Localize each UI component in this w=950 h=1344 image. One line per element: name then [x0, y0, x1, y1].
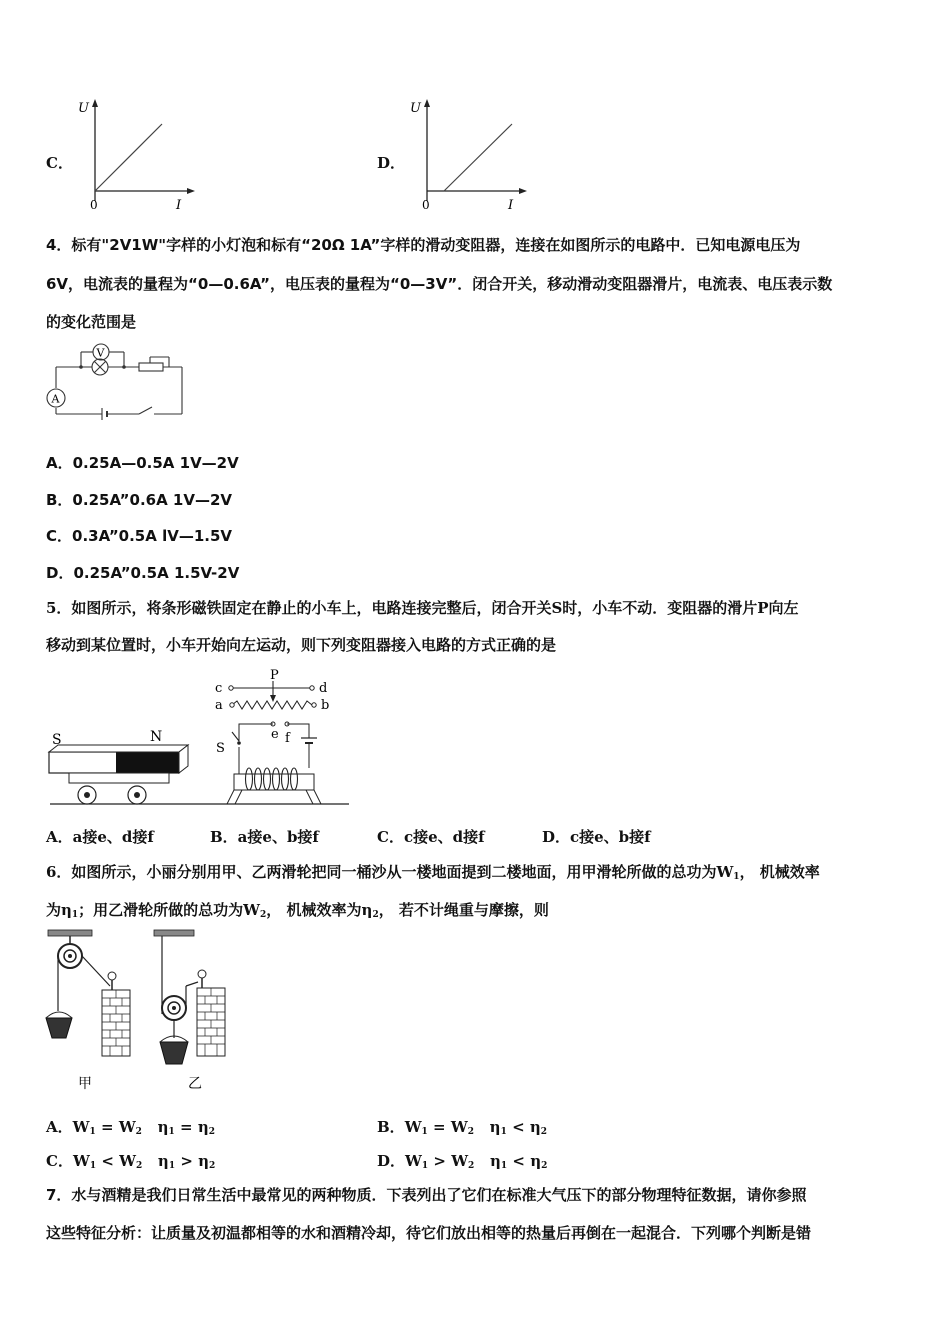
q4-option-b: B．0.25A”0.6A 1V—2V — [46, 491, 233, 509]
switch-s-label: S — [216, 741, 225, 756]
q4-line3: 的变化范围是 — [46, 313, 137, 331]
ammeter-label: A — [51, 392, 60, 406]
fig-jia-label: 甲 — [78, 1076, 92, 1092]
graph-d-line — [444, 124, 512, 191]
q6-option-a: A．$W_1 = W_2$ $\eta_1 = \eta_2$ — [46, 1118, 215, 1137]
q6-pulley-diagram — [40, 926, 240, 1096]
q5-line1: 5．如图所示，将条形磁铁固定在静止的小车上，电路连接完整后，闭合开关S时，小车不动．变阻器的滑片P向左 — [46, 599, 799, 617]
q5-option-c: C．c接e、d接f — [377, 828, 485, 846]
terminal-f-label: f — [285, 731, 290, 746]
q4-line1: 4．标有"2V1W"字样的小灯泡和标有“20Ω 1A”字样的滑动变阻器，连接在如图所示的电路中．已知电源电压为 — [46, 236, 801, 254]
axis-u-label: U — [78, 101, 89, 116]
q6-line1: 6．如图所示，小丽分别用甲、乙两滑轮把同一桶沙从一楼地面提到二楼地面，用甲滑轮所做的总功为$W_1$， 机械效率 — [46, 863, 820, 882]
q7-line2: 这些特征分析：让质量及初温都相等的水和酒精冷却，待它们放出相等的热量后再倒在一起混合．下列哪个判断是错 — [46, 1224, 812, 1242]
origin-label: 0 — [90, 198, 98, 212]
terminal-e-label: e — [271, 727, 279, 742]
q4-option-d: D．0.25A”0.5A 1.5V-2V — [46, 564, 240, 582]
origin-label: 0 — [422, 198, 430, 212]
terminal-c-label: c — [215, 681, 223, 696]
q6-option-d: D．$W_1 > W_2$ $\eta_1 < \eta_2$ — [377, 1152, 548, 1171]
terminal-a-label: a — [215, 698, 223, 713]
q6-option-b: B．$W_1 = W_2$ $\eta_1 < \eta_2$ — [377, 1118, 548, 1137]
axis-i-label: I — [176, 198, 182, 213]
q4-option-a: A．0.25A—0.5A 1V—2V — [46, 454, 239, 472]
q5-line2: 移动到某位置时，小车开始向左运动，则下列变阻器接入电路的方式正确的是 — [46, 636, 557, 654]
fig-yi-label: 乙 — [188, 1076, 202, 1092]
slider-p-label: P — [270, 668, 279, 683]
q4-option-c: C．0.3A”0.5A lV—1.5V — [46, 527, 233, 545]
q4-line2: 6V，电流表的量程为“0—0.6A”，电压表的量程为“0—3V”．闭合开关，移动滑动变阻器滑片，电流表、电压表示数 — [46, 275, 833, 293]
terminal-d-label: d — [319, 681, 328, 696]
s-pole-label: S — [52, 732, 62, 748]
graph-c-line — [95, 124, 162, 191]
axis-i-label: I — [508, 198, 514, 213]
axis-u-label: U — [410, 101, 421, 116]
q5-option-a: A．a接e、d接f — [46, 828, 154, 846]
q6-option-c: C．$W_1 < W_2$ $\eta_1 > \eta_2$ — [46, 1152, 216, 1171]
graph-d — [402, 96, 532, 214]
q5-magnet-car-diagram — [44, 662, 354, 812]
q4-circuit-diagram — [44, 340, 194, 426]
q5-option-d: D．c接e、b接f — [542, 828, 651, 846]
voltmeter-label: V — [96, 346, 105, 360]
terminal-b-label: b — [321, 698, 330, 713]
graph-c — [70, 96, 200, 214]
q6-line2: 为$\eta_1$；用乙滑轮所做的总功为$W_2$， 机械效率为$\eta_2$， 若不计绳重与摩擦，则 — [46, 901, 549, 920]
option-c-label: C． — [46, 154, 73, 172]
option-d-label: D． — [377, 154, 406, 172]
n-pole-label: N — [150, 729, 163, 745]
q7-line1: 7．水与酒精是我们日常生活中最常见的两种物质．下表列出了它们在标准大气压下的部分物理特征数据，请你参照 — [46, 1186, 807, 1204]
q5-option-b: B．a接e、b接f — [210, 828, 319, 846]
